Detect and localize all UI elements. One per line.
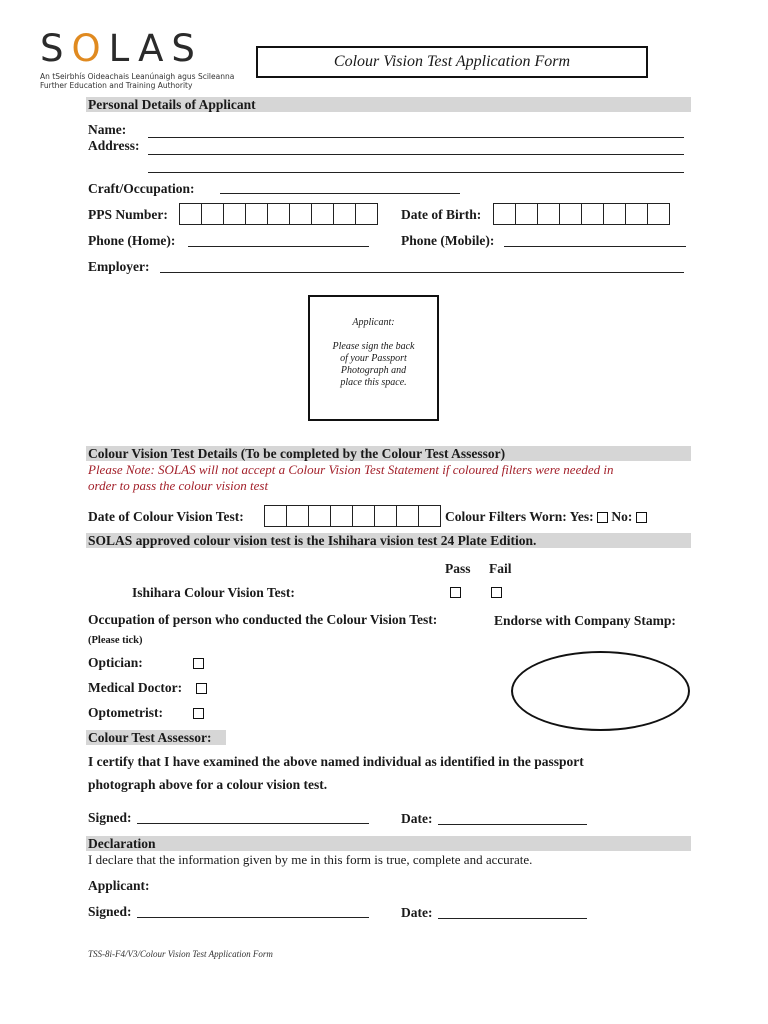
test-date-label: Date of Colour Vision Test:: [88, 509, 244, 524]
filters-note-line-2: order to pass the colour vision test: [88, 478, 269, 493]
option-medical-doctor-label: Medical Doctor:: [88, 680, 183, 695]
filters-note-line-1: Please Note: SOLAS will not accept a Colour Vision Test Statement if coloured filters were needed in: [88, 462, 614, 477]
assessor-heading: Colour Test Assessor:: [86, 730, 226, 745]
certification-line-1: I certify that I have examined the above named individual as identified in the passport: [88, 754, 584, 769]
ishihara-pass-checkbox[interactable]: [450, 587, 461, 598]
filters-no-label: No:: [611, 509, 633, 524]
solas-logo: [40, 27, 203, 70]
pps-number-label: PPS Number:: [88, 207, 168, 222]
phone-mobile-field[interactable]: [504, 246, 686, 247]
optician-checkbox[interactable]: [193, 658, 204, 669]
name-field[interactable]: [148, 137, 684, 138]
photo-instruction-line-2: of your Passport: [340, 353, 407, 364]
certification-line-2: photograph above for a colour vision test.: [88, 777, 328, 792]
address-field-1[interactable]: [148, 154, 684, 155]
section-declaration: Declaration: [86, 836, 691, 851]
assessor-signed-label: Signed:: [88, 810, 132, 825]
ishihara-fail-checkbox[interactable]: [491, 587, 502, 598]
logo-letters-end: LAS: [108, 27, 203, 70]
org-name-english: Further Education and Training Authority: [40, 81, 193, 90]
photo-instruction-line-1: Please sign the back: [332, 341, 415, 352]
craft-occupation-field[interactable]: [220, 193, 460, 194]
ishihara-test-label: Ishihara Colour Vision Test:: [132, 585, 295, 600]
employer-label: Employer:: [88, 259, 150, 274]
photo-instruction-line-4: place this space.: [340, 377, 407, 388]
address-label: Address:: [88, 138, 140, 153]
applicant-date-label: Date:: [401, 905, 433, 920]
form-title: Colour Vision Test Application Form: [333, 53, 571, 70]
org-name-irish: An tSeirbhís Oideachais Leanúnaigh agus Scileanna: [40, 72, 235, 81]
company-stamp-label: Endorse with Company Stamp:: [494, 613, 676, 628]
form-code-footer: TSS-8i-F4/V3/Colour Vision Test Application Form: [88, 949, 273, 959]
company-stamp-area[interactable]: [511, 651, 690, 731]
filters-yes-label: Colour Filters Worn: Yes:: [445, 509, 594, 524]
phone-home-field[interactable]: [188, 246, 369, 247]
assessor-signature-field[interactable]: [137, 823, 369, 824]
conductor-occupation-question: Occupation of person who conducted the Colour Vision Test:: [88, 612, 438, 627]
approved-test-band: SOLAS approved colour vision test is the Ishihara vision test 24 Plate Edition.: [86, 533, 691, 548]
optometrist-checkbox[interactable]: [193, 708, 204, 719]
pps-number-boxes[interactable]: [179, 203, 378, 225]
applicant-date-field[interactable]: [438, 918, 587, 919]
filters-no-checkbox[interactable]: [636, 512, 647, 523]
section-test-details: Colour Vision Test Details (To be completed by the Colour Test Assessor): [86, 446, 691, 461]
filters-worn-label: [445, 509, 647, 525]
form-title-box: [256, 46, 648, 78]
date-of-birth-label: Date of Birth:: [401, 207, 482, 222]
logo-o-letter: O: [71, 27, 109, 70]
employer-field[interactable]: [160, 272, 684, 273]
filters-yes-checkbox[interactable]: [597, 512, 608, 523]
passport-photo-box[interactable]: [308, 295, 439, 421]
please-tick-label: (Please tick): [88, 635, 143, 646]
logo-letters: S: [40, 27, 72, 70]
photo-box-heading: Applicant:: [352, 317, 395, 328]
option-optician-label: Optician:: [88, 655, 143, 670]
test-date-boxes[interactable]: [264, 505, 441, 527]
name-label: Name:: [88, 122, 127, 137]
phone-mobile-label: Phone (Mobile):: [401, 233, 495, 248]
phone-home-label: Phone (Home):: [88, 233, 176, 248]
applicant-signed-label: Signed:: [88, 904, 132, 919]
photo-instruction-line-3: Photograph and: [340, 365, 407, 376]
address-field-2[interactable]: [148, 172, 684, 173]
craft-occupation-label: Craft/Occupation:: [88, 181, 195, 196]
pass-column-label: Pass: [445, 561, 471, 576]
declaration-applicant-label: Applicant:: [88, 878, 150, 893]
assessor-date-field[interactable]: [438, 824, 587, 825]
section-personal-details: Personal Details of Applicant: [86, 97, 691, 112]
fail-column-label: Fail: [489, 561, 512, 576]
declaration-text: I declare that the information given by me in this form is true, complete and accurate.: [88, 852, 533, 867]
assessor-date-label: Date:: [401, 811, 433, 826]
option-optometrist-label: Optometrist:: [88, 705, 163, 720]
medical-doctor-checkbox[interactable]: [196, 683, 207, 694]
date-of-birth-boxes[interactable]: [493, 203, 670, 225]
applicant-signature-field[interactable]: [137, 917, 369, 918]
